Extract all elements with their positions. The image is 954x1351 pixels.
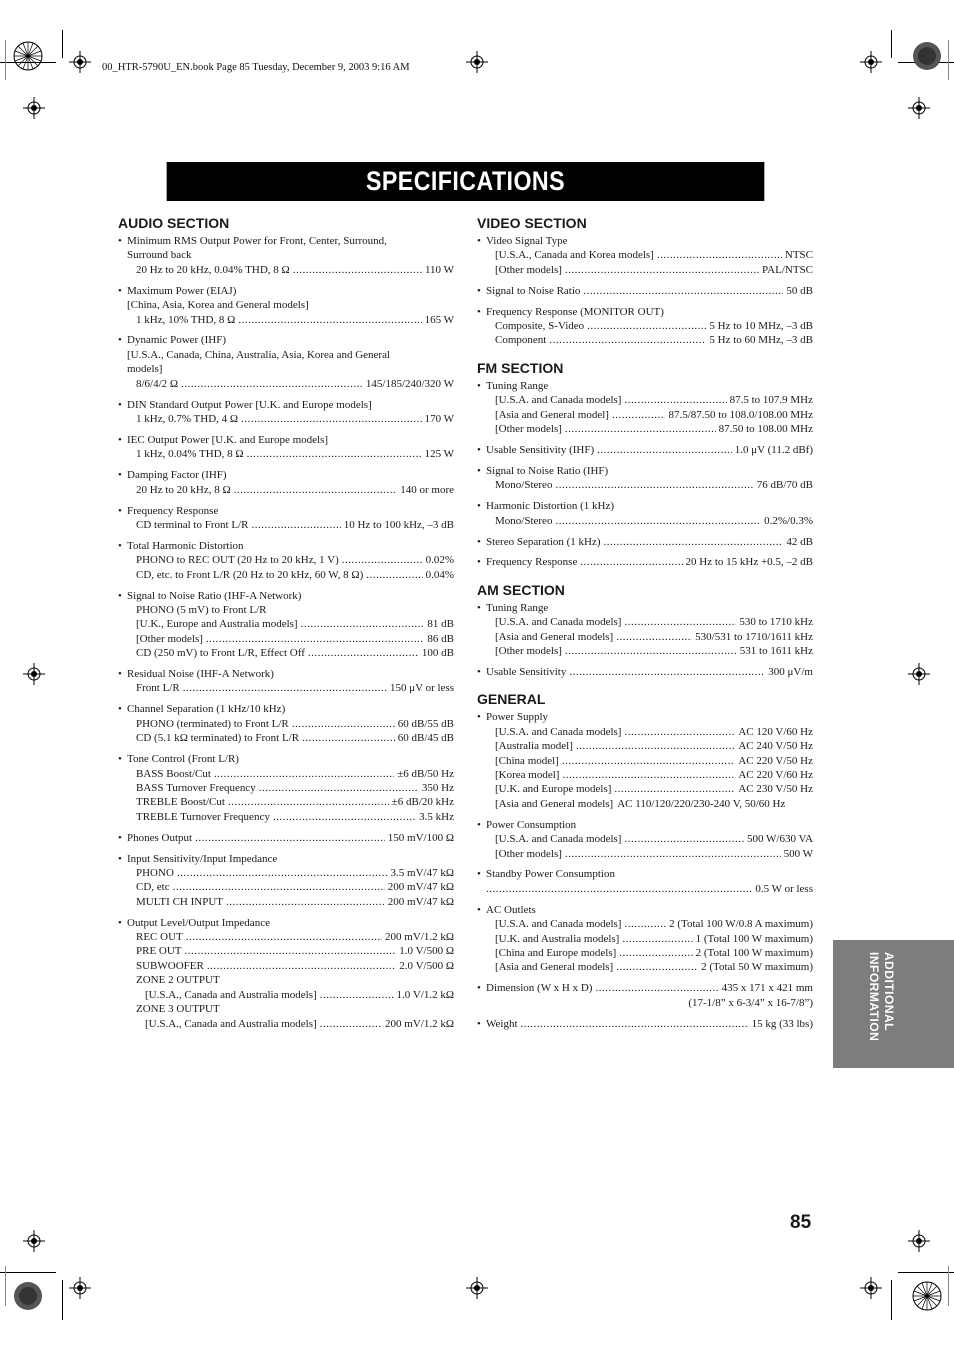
- general-section-heading: GENERAL: [477, 691, 546, 708]
- registration-mark-icon: [908, 663, 930, 685]
- left-column: [118, 215, 454, 1037]
- spec-item: • Power Supply [U.S.A. and Canada models] ..... AC 120 V/60 Hz [Australia model] ..... AC 240 V/50 Hz [China model] ..... AC 220 V/50 Hz [Korea model] ..... AC 220 V/60 Hz [U.K. and Europe models] ..... AC 230 V/50 Hz [Asia and General models] AC 110/120/220/230-240 V, 50/60 Hz: [477, 710, 813, 811]
- registration-mark-icon: [23, 663, 45, 685]
- spec-item: • Usable Sensitivity ..... 300 μV/m: [477, 665, 813, 679]
- spec-item: • Dimension (W x H x D) ..... 435 x 171 x 421 mm (17-1/8” x 6-3/4” x 16-7/8”): [477, 981, 813, 1010]
- spec-item: • Damping Factor (IHF) 20 Hz to 20 kHz, 8 Ω ..... 140 or more: [118, 468, 454, 497]
- spec-item: • Input Sensitivity/Input Impedance PHONO ..... 3.5 mV/47 kΩ CD, etc ..... 200 mV/47 kΩ MULTI CH INPUT ..... 200 mV/47 kΩ: [118, 852, 454, 910]
- registration-mark-icon: [860, 51, 882, 73]
- fm-section-heading: FM SECTION: [477, 359, 564, 376]
- spec-item: • Tone Control (Front L/R) BASS Boost/Cut ..... ±6 dB/50 Hz BASS Turnover Frequency ..... 350 Hz TREBLE Boost/Cut ..... ±6 dB/20 kHz TREBLE Turnover Frequency ..... 3.5 kHz: [118, 752, 454, 824]
- registration-mark-icon: [23, 1230, 45, 1252]
- spec-item: • Signal to Noise Ratio (IHF) Mono/Stereo ..... 76 dB/70 dB: [477, 464, 813, 493]
- am-section-heading: AM SECTION: [477, 581, 565, 598]
- spec-item: • Signal to Noise Ratio ..... 50 dB: [477, 284, 813, 298]
- spec-item: • Channel Separation (1 kHz/10 kHz) PHONO (terminated) to Front L/R ..... 60 dB/55 dB CD (5.1 kΩ terminated) to Front L/R ..... 60 dB/45 dB: [118, 702, 454, 745]
- spec-item: • Signal to Noise Ratio (IHF-A Network) PHONO (5 mV) to Front L/R [U.K., Europe and Australia models] ..... 81 dB [Other models] ..... 86 dB CD (250 mV) to Front L/R, Effect Off ..... 100 dB: [118, 589, 454, 661]
- spec-item: • AC Outlets [U.S.A. and Canada models] ..... 2 (Total 100 W/0.8 A maximum) [U.K. and Australia models] ..... 1 (Total 100 W maximum) [China and Europe models] ..... 2 (Total 100 W maximum) [Asia and General models] ..... 2 (Total 50 W maximum): [477, 903, 813, 975]
- registration-mark-icon: [23, 97, 45, 119]
- right-column: [477, 215, 813, 1037]
- spec-item: • Phones Output ..... 150 mV/100 Ω: [118, 831, 454, 845]
- spec-item: • Total Harmonic Distortion PHONO to REC OUT (20 Hz to 20 kHz, 1 V) ..... 0.02% CD, etc. to Front L/R (20 Hz to 20 kHz, 60 W, 8 Ω) ..... 0.04%: [118, 539, 454, 582]
- spec-item: • Frequency Response CD terminal to Front L/R ..... 10 Hz to 100 kHz, –3 dB: [118, 504, 454, 533]
- spec-item: • Dynamic Power (IHF) [U.S.A., Canada, China, Australia, Asia, Korea and General models] 8/6/4/2 Ω ..... 145/185/240/320 W: [118, 333, 454, 391]
- spec-item: • Tuning Range [U.S.A. and Canada models] ..... 87.5 to 107.9 MHz [Asia and General model] ..... 87.5/87.50 to 108.0/108.00 MHz [Other models] ..... 87.50 to 108.00 MHz: [477, 379, 813, 437]
- spec-item: • Video Signal Type [U.S.A., Canada and Korea models] ..... NTSC [Other models] ..... PAL/NTSC: [477, 234, 813, 277]
- video-section-heading: VIDEO SECTION: [477, 215, 587, 231]
- registration-mark-icon: [908, 97, 930, 119]
- spec-item: • Weight ..... 15 kg (33 lbs): [477, 1017, 813, 1031]
- spec-item: • Output Level/Output Impedance REC OUT ..... 200 mV/1.2 kΩ PRE OUT ..... 1.0 V/500 Ω SUBWOOFER ..... 2.0 V/500 Ω ZONE 2 OUTPUT [U.S.A., Canada and Australia models] ..... 1.0 V/1.2 kΩ ZONE 3 OUTPUT [U.S.A., Canada and Australia models] ..... 200 mV/1.2 kΩ: [118, 916, 454, 1031]
- color-bar-dot-icon: [912, 41, 942, 71]
- page-title: SPECIFICATIONS: [167, 162, 765, 201]
- spec-item: • DIN Standard Output Power [U.K. and Europe models] 1 kHz, 0.7% THD, 4 Ω ..... 170 W: [118, 398, 454, 427]
- color-bar-dot-icon: [13, 1281, 43, 1311]
- spec-item: • Frequency Response (MONITOR OUT) Composite, S-Video ..... 5 Hz to 10 MHz, –3 dB Component ..... 5 Hz to 60 MHz, –3 dB: [477, 305, 813, 348]
- spec-item: • Minimum RMS Output Power for Front, Center, Surround, Surround back 20 Hz to 20 kHz, 0.04% THD, 8 Ω ..... 110 W: [118, 234, 454, 277]
- registration-mark-icon: [466, 51, 488, 73]
- spec-item: • Power Consumption [U.S.A. and Canada models] ..... 500 W/630 VA [Other models] ..... 500 W: [477, 818, 813, 861]
- spec-item: • Maximum Power (EIAJ) [China, Asia, Korea and General models] 1 kHz, 10% THD, 8 Ω ..... 165 W: [118, 284, 454, 327]
- spec-item: • Frequency Response ..... 20 Hz to 15 kHz +0.5, –2 dB: [477, 555, 813, 569]
- registration-mark-icon: [908, 1230, 930, 1252]
- spec-item: • Harmonic Distortion (1 kHz) Mono/Stereo ..... 0.2%/0.3%: [477, 499, 813, 528]
- spec-item: • Usable Sensitivity (IHF) ..... 1.0 μV (11.2 dBf): [477, 443, 813, 457]
- audio-section-heading: AUDIO SECTION: [118, 215, 230, 231]
- section-side-tab: ADDITIONAL INFORMATION: [833, 940, 954, 1068]
- color-bar-star-icon: [912, 1281, 942, 1311]
- page-number: 85: [790, 1212, 812, 1233]
- spec-item: • IEC Output Power [U.K. and Europe models] 1 kHz, 0.04% THD, 8 Ω ..... 125 W: [118, 433, 454, 462]
- spec-item: • Stereo Separation (1 kHz) ..... 42 dB: [477, 535, 813, 549]
- spec-item: • Residual Noise (IHF-A Network) Front L/R ..... 150 μV or less: [118, 667, 454, 696]
- registration-mark-icon: [69, 51, 91, 73]
- registration-mark-icon: [466, 1277, 488, 1299]
- color-bar-star-icon: [13, 41, 43, 71]
- spec-item: • Tuning Range [U.S.A. and Canada models] ..... 530 to 1710 kHz [Asia and General models] ..... 530/531 to 1710/1611 kHz [Other models] ..... 531 to 1611 kHz: [477, 601, 813, 659]
- registration-mark-icon: [69, 1277, 91, 1299]
- registration-mark-icon: [860, 1277, 882, 1299]
- print-slug: 00_HTR-5790U_EN.book Page 85 Tuesday, December 9, 2003 9:16 AM: [102, 62, 410, 73]
- spec-item: • Standby Power Consumption ..... 0.5 W or less: [477, 867, 813, 896]
